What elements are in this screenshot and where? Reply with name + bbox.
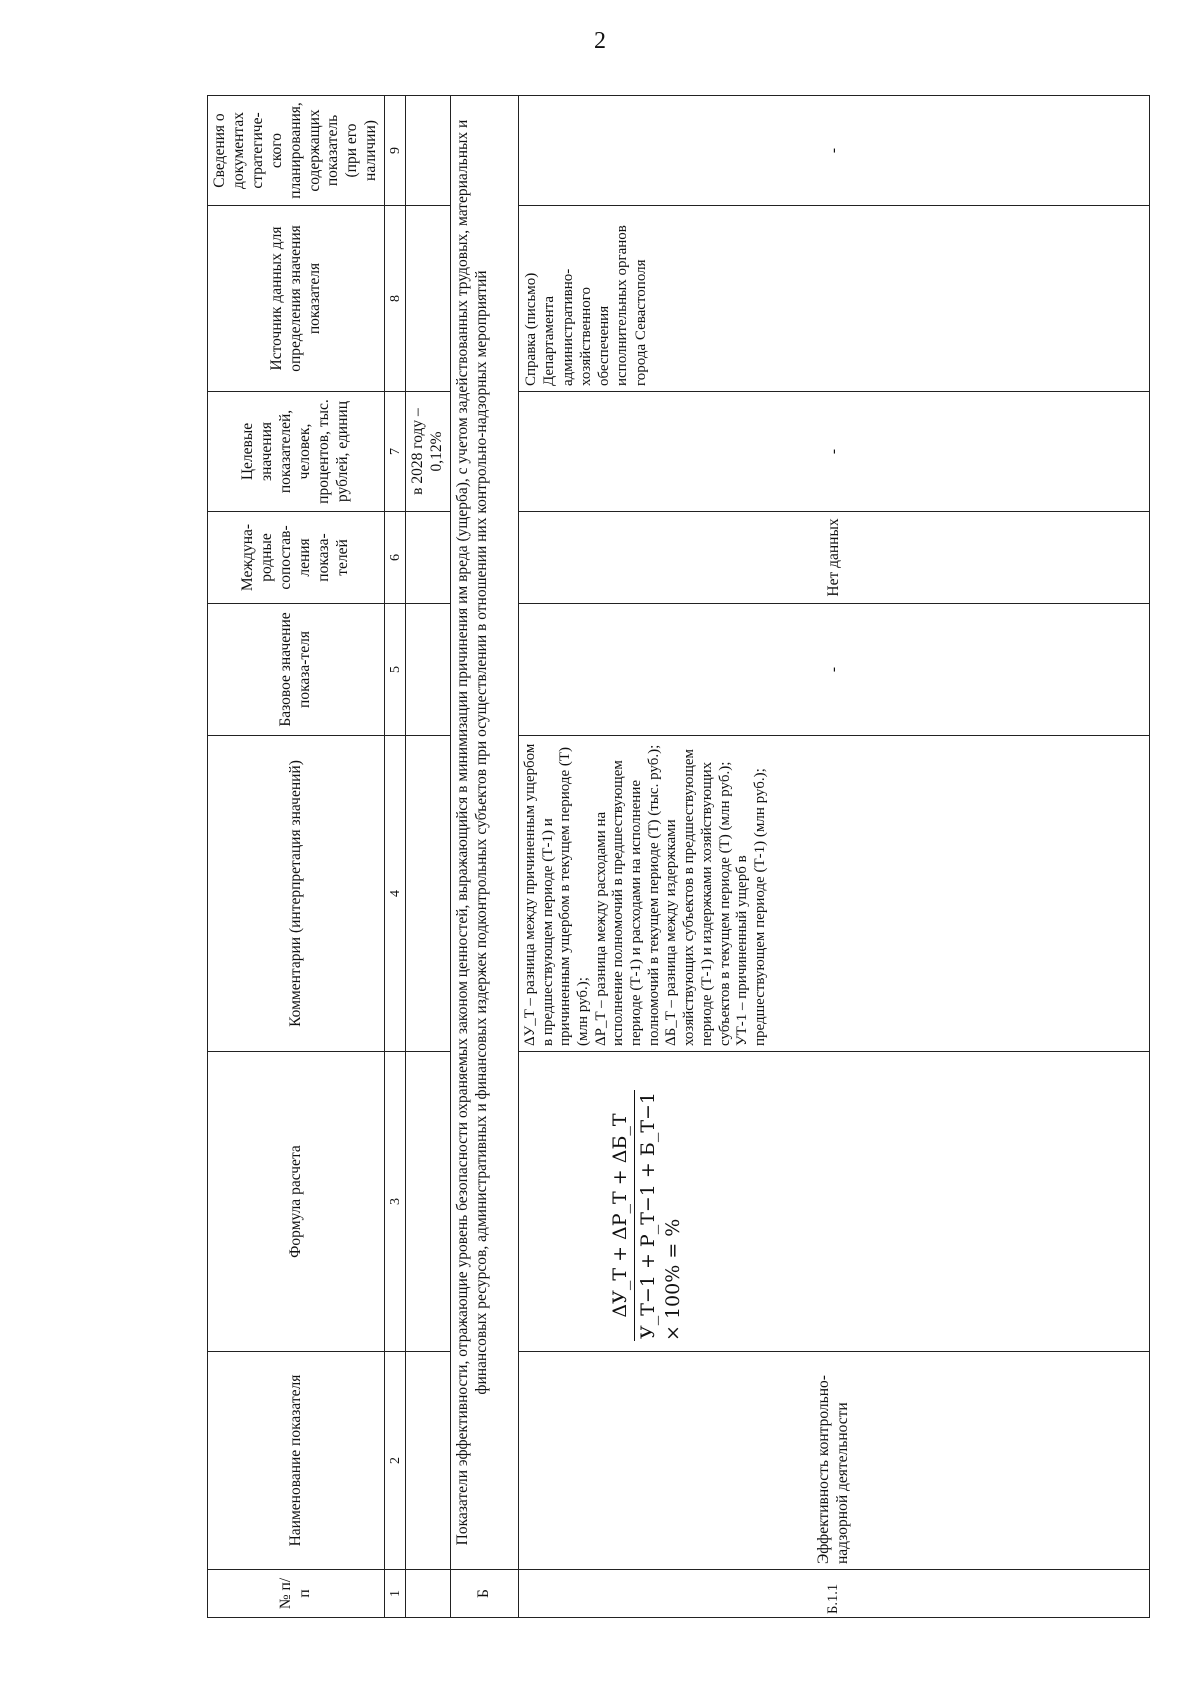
comment-line: ΔБ_T – разница между издержками хозяйствующих субъектов в предшествующем периоде (Т-1) и издержками хозяйствующих субъектов в текущем периоде (Т) (млн руб.); — [663, 748, 733, 1046]
rotated-table-wrapper — [207, 96, 1150, 1618]
column-number: 3 — [385, 1052, 406, 1352]
formula-fraction — [609, 1090, 660, 1341]
column-number: 7 — [385, 392, 406, 512]
base-value: - — [518, 604, 1149, 736]
header-data-source: Источник данных для определения значения показателя — [208, 206, 385, 392]
column-number: 1 — [385, 1570, 406, 1618]
formula-denominator: У_T−1 + Р_T−1 + Б_T−1 — [637, 1091, 660, 1339]
calculation-formula — [518, 1052, 1149, 1352]
header-formula: Формула расчета — [208, 1052, 385, 1352]
indicator-row — [518, 96, 1149, 1618]
header-comments: Комментарии (интерпретация значений) — [208, 736, 385, 1052]
comment-line: ΔР_T – разница между расходами на исполнение полномочий в предшествующем периоде (Т-1) и расходами на исполнение полномочий в текущем периоде (Т) (тыс. руб.); — [592, 744, 662, 1046]
strategic-docs: - — [518, 96, 1149, 206]
page-number: 2 — [594, 28, 606, 54]
column-number: 5 — [385, 604, 406, 736]
international-comparison: Нет данных — [518, 512, 1149, 604]
column-number: 6 — [385, 512, 406, 604]
data-source: Справка (письмо) Департамента административно-хозяйственного обеспечения исполнительных органов города Севастополя — [518, 206, 1149, 392]
column-number: 2 — [385, 1352, 406, 1570]
formula-tail: × 100% = % — [662, 1218, 685, 1341]
row-code: Б.1.1 — [518, 1570, 1149, 1618]
section-title: Показатели эффективности, отражающие уровень безопасности охраняемых законом ценностей, выражающийся в минимизации причинения им вреда (ущерба), с учетом задействованных трудовых, материальных и финансовых ресурсов, административных и финансовых издержек подконтрольных субъектов при осуществлении в отношении них контрольно-надзорных мероприятий — [450, 96, 518, 1570]
indicator-name: Эффективность контрольно-надзорной деятельности — [518, 1352, 1149, 1570]
column-number: 4 — [385, 736, 406, 1052]
table-header-row — [208, 96, 385, 1618]
indicators-table — [207, 95, 1150, 1618]
comment-line: УТ-1 – причиненный ущерб в предшествующем периоде (Т-1) (млн руб.); — [734, 768, 768, 1046]
header-indicator-name: Наименование показателя — [208, 1352, 385, 1570]
target-note: в 2028 году – 0,12% — [406, 392, 451, 512]
header-target-values: Целевые значения показателей, человек, процентов, тыс. рублей, единиц — [208, 392, 385, 512]
target-value: - — [518, 392, 1149, 512]
column-number: 9 — [385, 96, 406, 206]
comment-cell — [518, 736, 1149, 1052]
header-number: № п/п — [208, 1570, 385, 1618]
target-note-row — [406, 96, 451, 1618]
formula-numerator: ΔУ_T + ΔР_T + ΔБ_T — [609, 1090, 635, 1341]
header-base-value: Базовое значение показа-теля — [208, 604, 385, 736]
section-code: Б — [450, 1570, 518, 1618]
header-strategic-docs: Сведения о документах стратегиче-ского планирования, содержащих показатель (при его наличии) — [208, 96, 385, 206]
column-number: 8 — [385, 206, 406, 392]
section-row — [450, 96, 518, 1618]
header-international: Междуна-родные сопостав-ления показа-телей — [208, 512, 385, 604]
column-numbers-row — [385, 96, 406, 1618]
comment-line: ΔУ_T – разница между причиненным ущербом в предшествующем периоде (Т-1) и причиненным ущербом в текущем периоде (Т) (млн руб.); — [521, 743, 592, 1046]
